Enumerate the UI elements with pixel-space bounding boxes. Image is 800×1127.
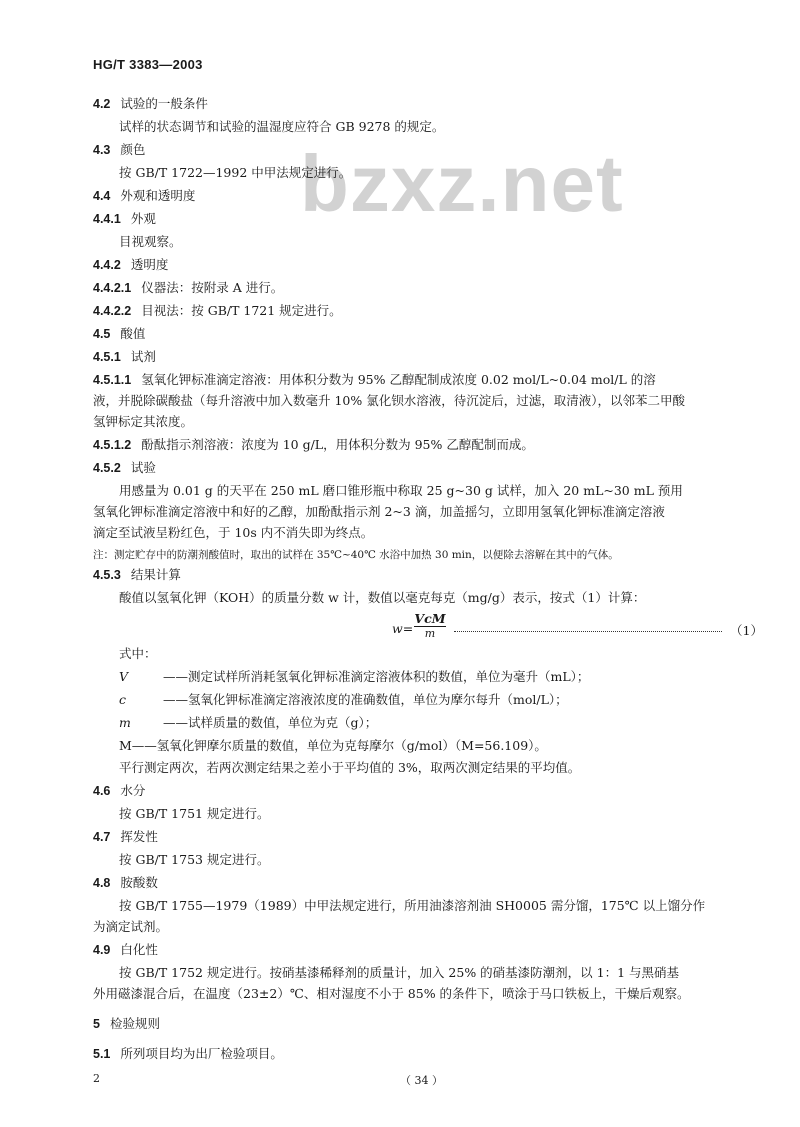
page-code: （ 34 ） [400,1074,443,1087]
text-line [119,482,683,500]
text-line [119,964,679,982]
text-line [119,164,351,182]
clause-4-6 [93,782,145,800]
line-text: 仪器法：按附录 A 进行。 [141,280,284,295]
line-text: 酚酞指示剂溶液：浓度为 10 g/L，用体积分数为 95% 乙醇配制而成。 [141,437,534,452]
text-line [93,503,665,521]
standard-number: HG/T 3383—2003 [93,57,203,72]
text-line [119,589,645,607]
line-text: 外用磁漆混合后，在温度（23±2）℃、相对湿度不小于 85% 的条件下，喷涂于马口铁板上，干燥后观察。 [93,986,690,1001]
line-text: 氢氧化钾标准滴定溶液中和好的乙醇，加酚酞指示剂 2~3 滴，加盖摇匀，立即用氢氧化钾标准滴定溶液 [93,504,665,519]
line-text: 试剂 [130,349,156,364]
line-text: 检验规则 [109,1016,160,1031]
symbol: m [119,715,131,730]
text-line [119,645,157,663]
formula-numerator: VcM [414,611,446,626]
clause-number: 4.4 [93,189,111,203]
line-text: 按 GB/T 1752 规定进行。按硝基漆稀释剂的质量计，加入 25% 的硝基漆防潮剂，以 1：1 与黑硝基 [119,965,680,980]
symbol: V [119,669,129,684]
line-text: 水分 [120,783,146,798]
line-text: 透明度 [130,257,169,272]
page-number: 2 [93,1072,100,1085]
clause-number: 4.6 [93,784,111,798]
line-text: 氢氧化钾标准滴定溶液：用体积分数为 95% 乙醇配制成浓度 0.02 mol/L~0.04 mol/L 的溶 [141,372,656,387]
clause-4-9 [93,941,158,959]
clause-4-4-2-2 [93,302,342,320]
clause-number: 4.5.1.2 [93,438,132,452]
line-text: 按 GB/T 1755—1979（1989）中甲法规定进行，所用油漆溶剂油 SH0005 需分馏，175℃ 以上馏分作 [119,898,706,913]
watermark: bzxz.net [300,139,624,228]
clause-number: 4.5 [93,327,111,341]
clause-number: 5 [93,1017,100,1031]
line-text: 按 GB/T 1753 规定进行。 [119,852,270,867]
formula-leader-dots [454,621,722,632]
clause-4-5 [93,325,145,343]
text-line [119,233,182,251]
clause-number: 4.5.1.1 [93,373,132,387]
text-line [119,118,444,136]
line-text: 目视法：按 GB/T 1721 规定进行。 [141,303,342,318]
line-text: 式中： [119,646,157,661]
clause-number: 4.2 [93,97,111,111]
text-line [93,985,690,1003]
line-text: 试样的状态调节和试验的温湿度应符合 GB 9278 的规定。 [119,119,445,134]
line-text: 滴定至试液呈粉红色，于 10s 内不消失即为终点。 [93,525,374,540]
line-text: 用感量为 0.01 g 的天平在 250 mL 磨口锥形瓶中称取 25 g~30 g 试样，加入 20 mL~30 mL 预用 [119,483,683,498]
clause-number: 4.5.2 [93,461,121,475]
text-line [93,413,193,431]
formula [392,612,762,646]
line-text: 注：测定贮存中的防潮剂酸值时，取出的试样在 35℃~40℃ 水浴中加热 30 min，以便除去溶解在其中的气体。 [93,549,619,561]
clause-number: 4.4.2.2 [93,304,132,318]
line-text: 外观 [130,211,156,226]
clause-number: 4.3 [93,143,111,157]
line-text: 目视观察。 [119,234,182,249]
clause-5 [93,1015,160,1033]
clause-4-4 [93,187,195,205]
clause-4-5-2 [93,459,156,477]
line-text: 按 GB/T 1751 规定进行。 [119,806,270,821]
line-text: 结果计算 [130,567,181,582]
text-line [119,737,547,755]
line-text: 酸值 [120,326,146,341]
line-text: 颜色 [120,142,146,157]
formula-fraction [414,612,446,641]
formula-lhs: w= [392,621,414,636]
text-line [119,759,580,777]
symbol-definition [119,668,589,686]
clause-4-5-3 [93,566,181,584]
clause-5-1 [93,1045,283,1063]
clause-number: 4.4.2.1 [93,281,132,295]
symbol: c [119,692,127,707]
line-text: 按 GB/T 1722—1992 中甲法规定进行。 [119,165,352,180]
clause-number: 4.8 [93,876,111,890]
clause-4-7 [93,828,158,846]
clause-4-5-1 [93,348,156,366]
line-text: 酸值以氢氧化钾（KOH）的质量分数 w 计，数值以毫克每克（mg/g）表示，按式（1）计算： [119,590,646,605]
symbol-definition [119,714,377,732]
clause-4-4-1 [93,210,156,228]
clause-number: 5.1 [93,1047,111,1061]
line-text: 胺酸数 [120,875,158,890]
clause-number: 4.9 [93,943,111,957]
clause-4-5-1-2 [93,436,534,454]
text-line [119,851,269,869]
clause-number: 4.7 [93,830,111,844]
line-text: 白化性 [120,942,158,957]
text-line [93,524,373,542]
line-text: 试验的一般条件 [120,96,208,111]
line-text: M——氢氧化钾摩尔质量的数值，单位为克每摩尔（g/mol）（M=56.109）。 [119,738,547,753]
text-line [93,918,168,936]
clause-4-4-2 [93,256,168,274]
line-text: 为滴定试剂。 [93,919,169,934]
text-line [119,897,705,915]
line-text: ——试样质量的数值，单位为克（g）； [163,715,378,730]
clause-number: 4.4.2 [93,258,121,272]
formula-number: （1） [730,623,763,638]
text-line [93,546,619,564]
formula-denominator: m [424,627,436,640]
line-text: 氢钾标定其浓度。 [93,414,194,429]
symbol-definition [119,691,568,709]
line-text: ——氢氧化钾标准滴定溶液浓度的准确数值，单位为摩尔每升（mol/L）； [163,692,568,707]
line-text: 外观和透明度 [120,188,196,203]
clause-4-5-1-1 [93,371,656,389]
line-text: 平行测定两次，若两次测定结果之差小于平均值的 3%，取两次测定结果的平均值。 [119,760,581,775]
clause-4-4-2-1 [93,279,283,297]
clause-4-3 [93,141,145,159]
line-text: 挥发性 [120,829,158,844]
clause-number: 4.5.3 [93,568,121,582]
clause-number: 4.5.1 [93,350,121,364]
line-text: ——测定试样所消耗氢氧化钾标准滴定溶液体积的数值，单位为毫升（mL）； [163,669,590,684]
clause-4-2 [93,95,208,113]
line-text: 所列项目均为出厂检验项目。 [120,1046,283,1061]
clause-4-8 [93,874,158,892]
line-text: 试验 [130,460,156,475]
text-line [93,392,685,410]
line-text: 液，并脱除碳酸盐（每升溶液中加入数毫升 10% 氯化钡水溶液，待沉淀后，过滤，取清液），以邻苯二甲酸 [93,393,685,408]
clause-number: 4.4.1 [93,212,121,226]
text-line [119,805,269,823]
